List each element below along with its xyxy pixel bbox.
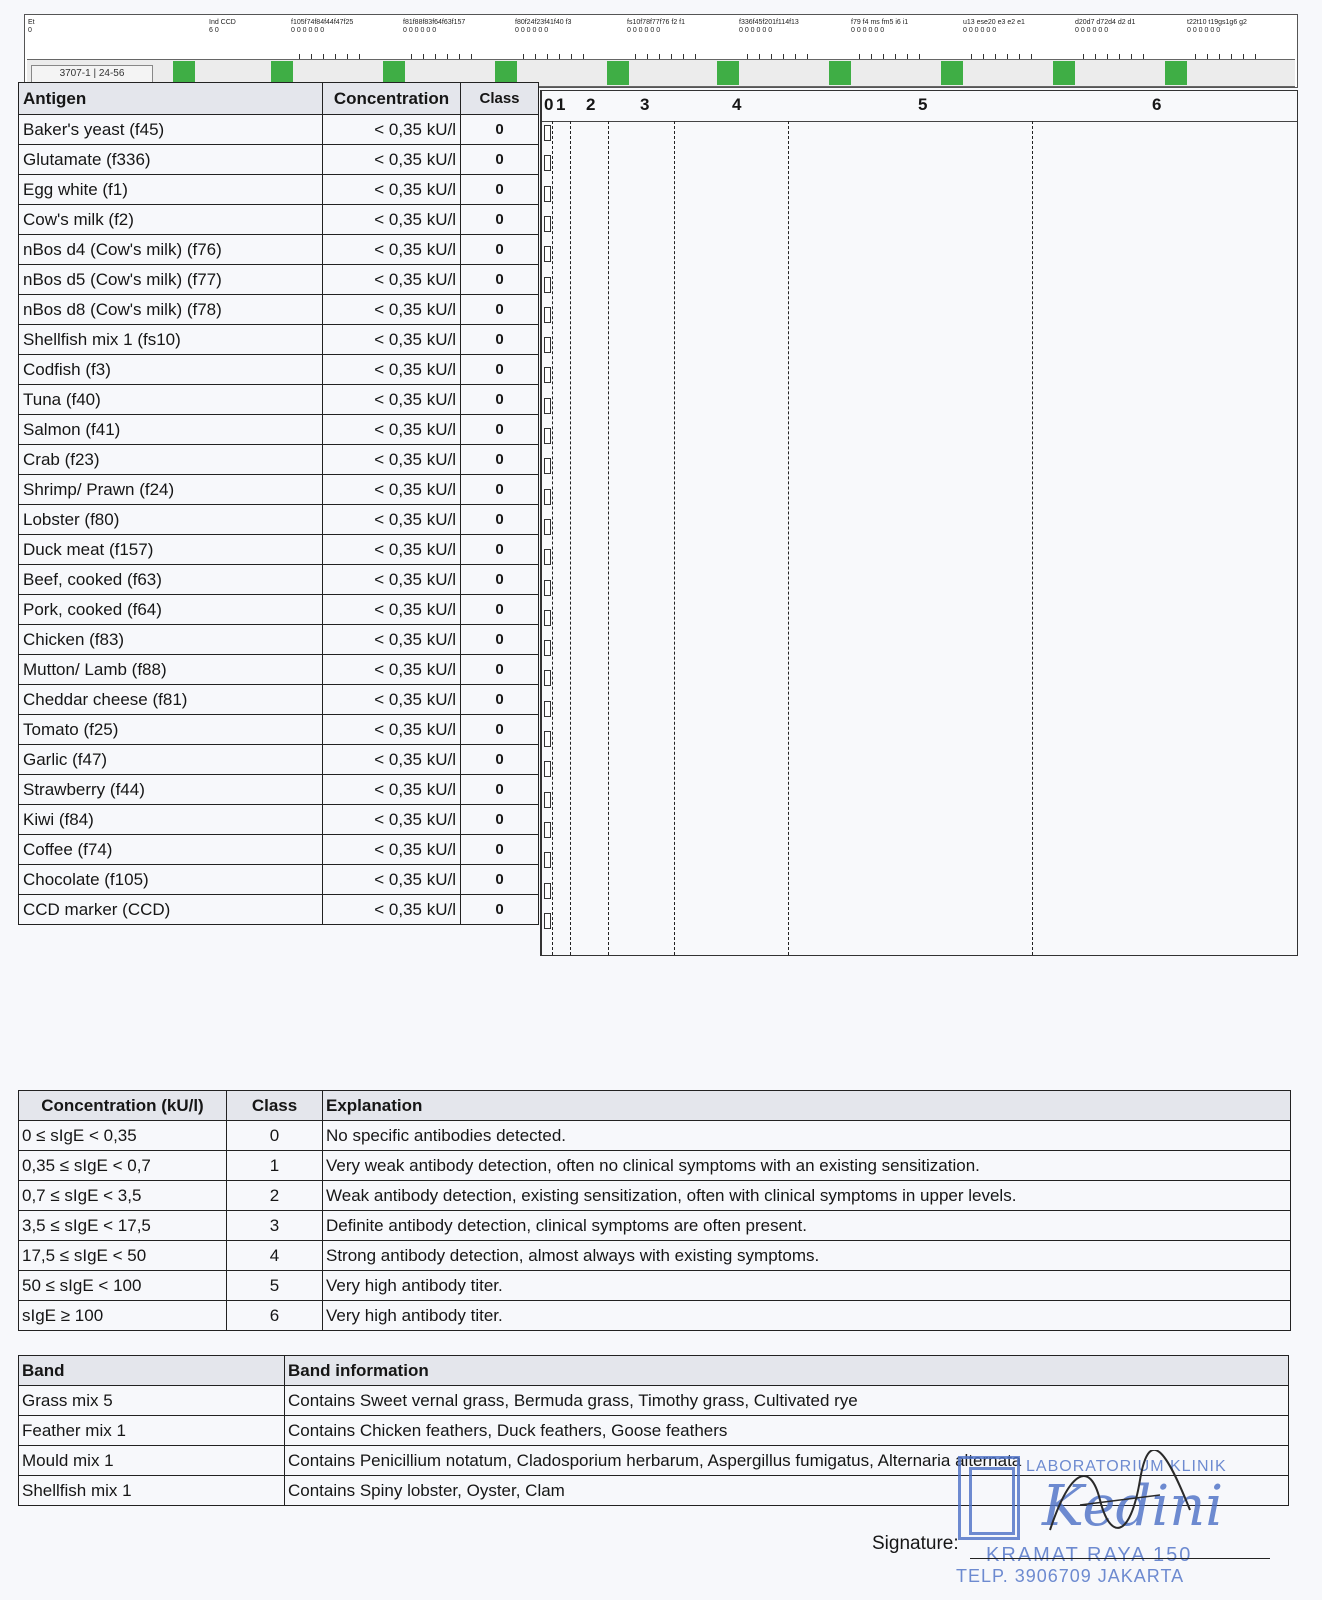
antigen-concentration: < 0,35 kU/l: [323, 895, 461, 925]
class-zero-marker: [544, 277, 551, 293]
strip-col-e-zero: 0: [28, 27, 32, 34]
class-zero-marker: [544, 155, 551, 171]
antigen-class: 0: [461, 445, 539, 475]
antigen-name: Egg white (f1): [19, 175, 323, 205]
class-zero-marker: [544, 458, 551, 474]
antigen-name: Cheddar cheese (f81): [19, 685, 323, 715]
strip-column-code: f80f24f23f41f40 f3: [515, 19, 572, 26]
result-row: [19, 865, 539, 895]
antigen-name: Duck meat (f157): [19, 535, 323, 565]
legend-class: 4: [227, 1241, 323, 1271]
strip-column-zeros: 0 0 0 0 0 0: [403, 27, 437, 34]
strip-column-zeros: 0 0 0 0 0 0: [291, 27, 325, 34]
legend-concentration: 0,35 ≤ sIgE < 0,7: [19, 1151, 227, 1181]
result-row: [19, 415, 539, 445]
antigen-name: Strawberry (f44): [19, 775, 323, 805]
class-scale-header: [542, 91, 1297, 122]
header-antigen: Antigen: [19, 83, 323, 115]
strip-col-e: [28, 19, 35, 35]
strip-column-code: f81f88f83f64f63f157: [403, 19, 466, 26]
result-row: [19, 445, 539, 475]
class-zero-marker: [544, 246, 551, 262]
result-row: [19, 895, 539, 925]
strip-green-marker: [829, 61, 851, 85]
antigen-concentration: < 0,35 kU/l: [323, 565, 461, 595]
result-row: [19, 655, 539, 685]
band-name: Feather mix 1: [19, 1416, 285, 1446]
bands-header-band: Band: [19, 1356, 285, 1386]
antigen-class: 0: [461, 295, 539, 325]
strip-green-marker: [607, 61, 629, 85]
strip-column: [627, 19, 685, 35]
antigen-concentration: < 0,35 kU/l: [323, 715, 461, 745]
antigen-concentration: < 0,35 kU/l: [323, 685, 461, 715]
antigen-concentration: < 0,35 kU/l: [323, 625, 461, 655]
class-zero-marker: [544, 852, 551, 868]
legend-class: 6: [227, 1301, 323, 1331]
class-zero-marker: [544, 337, 551, 353]
legend-header-explanation: Explanation: [323, 1091, 1291, 1121]
result-row: [19, 145, 539, 175]
result-row: [19, 325, 539, 355]
result-row: [19, 565, 539, 595]
result-row: [19, 685, 539, 715]
antigen-name: Chocolate (f105): [19, 865, 323, 895]
result-row: [19, 595, 539, 625]
strip-column: [851, 19, 908, 35]
strip-column-ticks: [1083, 49, 1155, 57]
antigen-class: 0: [461, 835, 539, 865]
legend-concentration: 0 ≤ sIgE < 0,35: [19, 1121, 227, 1151]
antigen-name: Pork, cooked (f64): [19, 595, 323, 625]
strip-green-marker: [717, 61, 739, 85]
antigen-concentration: < 0,35 kU/l: [323, 535, 461, 565]
strip-column-code: t22t10 t19gs1g6 g2: [1187, 19, 1247, 26]
antigen-concentration: < 0,35 kU/l: [323, 205, 461, 235]
strip-column-zeros: 0 0 0 0 0 0: [627, 27, 661, 34]
class-scale-divider: [788, 121, 789, 955]
class-scale-label: 5: [918, 95, 928, 114]
class-scale-label: 0: [544, 95, 554, 114]
result-row: [19, 745, 539, 775]
antigen-class: 0: [461, 205, 539, 235]
legend-header-concentration: Concentration (kU/l): [19, 1091, 227, 1121]
strip-column-code: f79 f4 ms fm5 i6 i1: [851, 19, 909, 26]
antigen-name: CCD marker (CCD): [19, 895, 323, 925]
class-zero-marker: [544, 489, 551, 505]
class-scale-label: 6: [1152, 95, 1162, 114]
result-row: [19, 715, 539, 745]
band-name: Mould mix 1: [19, 1446, 285, 1476]
class-zero-marker: [544, 731, 551, 747]
result-row: [19, 625, 539, 655]
strip-column: [291, 19, 353, 35]
antigen-name: Garlic (f47): [19, 745, 323, 775]
class-zero-marker: [544, 398, 551, 414]
result-row: [19, 175, 539, 205]
strip-column-ticks: [1195, 49, 1267, 57]
results-body: [19, 115, 539, 925]
antigen-class: 0: [461, 325, 539, 355]
class-scale-divider: [570, 121, 571, 955]
class-zero-marker: [544, 428, 551, 444]
legend-class: 3: [227, 1211, 323, 1241]
strip-column-ticks: [523, 49, 595, 57]
strip-green-marker: [1053, 61, 1075, 85]
stamp-phone: TELP. 3906709 JAKARTA: [956, 1566, 1185, 1586]
antigen-class: 0: [461, 535, 539, 565]
strip-column-ticks: [971, 49, 1043, 57]
legend-class: 2: [227, 1181, 323, 1211]
antigen-class: 0: [461, 235, 539, 265]
antigen-class: 0: [461, 775, 539, 805]
antigen-concentration: < 0,35 kU/l: [323, 145, 461, 175]
band-name: Grass mix 5: [19, 1386, 285, 1416]
antigen-class: 0: [461, 865, 539, 895]
class-scale-divider: [674, 121, 675, 955]
class-zero-marker: [544, 640, 551, 656]
class-zero-marker: [544, 883, 551, 899]
class-zero-marker: [544, 792, 551, 808]
antigen-class: 0: [461, 625, 539, 655]
legend-header-row: [19, 1091, 1291, 1121]
antigen-class: 0: [461, 565, 539, 595]
antigen-concentration: < 0,35 kU/l: [323, 385, 461, 415]
class-scale-label: 3: [640, 95, 650, 114]
strip-column-code: fs10f78f77f76 f2 f1: [627, 19, 685, 26]
class-zero-marker: [544, 701, 551, 717]
legend-explanation: Weak antibody detection, existing sensitization, often with clinical symptoms in upper levels.: [323, 1181, 1291, 1211]
legend-explanation: Definite antibody detection, clinical symptoms are often present.: [323, 1211, 1291, 1241]
strip-column-zeros: 0 0 0 0 0 0: [963, 27, 997, 34]
legend-header-class: Class: [227, 1091, 323, 1121]
antigen-concentration: < 0,35 kU/l: [323, 595, 461, 625]
legend-concentration: 0,7 ≤ sIgE < 3,5: [19, 1181, 227, 1211]
antigen-name: Baker's yeast (f45): [19, 115, 323, 145]
legend-row: [19, 1151, 1291, 1181]
class-scale-divider: [608, 121, 609, 955]
class-zero-marker: [544, 610, 551, 626]
legend-explanation: Very weak antibody detection, often no clinical symptoms with an existing sensitization.: [323, 1151, 1291, 1181]
class-zero-marker: [544, 822, 551, 838]
strip-column-ticks: [299, 49, 371, 57]
band-row: [19, 1416, 1289, 1446]
antigen-name: Tuna (f40): [19, 385, 323, 415]
antigen-concentration: < 0,35 kU/l: [323, 415, 461, 445]
band-info: Contains Sweet vernal grass, Bermuda grass, Timothy grass, Cultivated rye: [285, 1386, 1289, 1416]
result-row: [19, 235, 539, 265]
antigen-name: nBos d8 (Cow's milk) (f78): [19, 295, 323, 325]
class-scale-divider: [1032, 121, 1033, 955]
bands-header-row: [19, 1356, 1289, 1386]
antigen-class: 0: [461, 715, 539, 745]
class-zero-marker: [544, 125, 551, 141]
band-info: Contains Penicillium notatum, Cladosporium herbarum, Aspergillus fumigatus, Alternaria alternata: [285, 1446, 1289, 1476]
band-info: Contains Spiny lobster, Oyster, Clam: [285, 1476, 1289, 1506]
allergen-strip: [24, 14, 1298, 88]
signature-line: [970, 1558, 1270, 1559]
result-row: [19, 835, 539, 865]
antigen-name: Crab (f23): [19, 445, 323, 475]
class-zero-marker: [544, 519, 551, 535]
antigen-name: Kiwi (f84): [19, 805, 323, 835]
antigen-class: 0: [461, 265, 539, 295]
legend-row: [19, 1211, 1291, 1241]
antigen-class: 0: [461, 175, 539, 205]
legend-row: [19, 1271, 1291, 1301]
result-row: [19, 265, 539, 295]
antigen-concentration: < 0,35 kU/l: [323, 805, 461, 835]
strip-column-code: f105f74f84f44f47f25: [291, 19, 354, 26]
antigen-class: 0: [461, 805, 539, 835]
header-class: Class: [461, 83, 539, 115]
strip-column-code: f336f45f201f114f13: [739, 19, 799, 26]
antigen-name: Beef, cooked (f63): [19, 565, 323, 595]
result-row: [19, 115, 539, 145]
legend-row: [19, 1121, 1291, 1151]
antigen-class: 0: [461, 745, 539, 775]
legend-explanation: Very high antibody titer.: [323, 1301, 1291, 1331]
lab-logo-icon: [958, 1456, 1020, 1540]
class-zero-marker: [544, 307, 551, 323]
antigen-concentration: < 0,35 kU/l: [323, 835, 461, 865]
legend-concentration: 3,5 ≤ sIgE < 17,5: [19, 1211, 227, 1241]
antigen-name: Tomato (f25): [19, 715, 323, 745]
class-scale-label: 4: [732, 95, 742, 114]
class-zero-marker: [544, 186, 551, 202]
results-header-row: [19, 83, 539, 115]
legend-explanation: Very high antibody titer.: [323, 1271, 1291, 1301]
result-row: [19, 805, 539, 835]
strip-column-zeros: 0 0 0 0 0 0: [851, 27, 885, 34]
strip-col-ccd-label: Ind CCD: [209, 19, 236, 26]
strip-green-marker: [1165, 61, 1187, 85]
strip-col-ccd-nums: 6 0: [209, 27, 219, 34]
antigen-class: 0: [461, 385, 539, 415]
strip-col-e-label: Et: [28, 19, 35, 26]
antigen-concentration: < 0,35 kU/l: [323, 325, 461, 355]
class-zero-marker: [544, 549, 551, 565]
antigen-class: 0: [461, 595, 539, 625]
legend-concentration: sIgE ≥ 100: [19, 1301, 227, 1331]
antigen-name: Coffee (f74): [19, 835, 323, 865]
stamp-clinic-name: Kedini: [1042, 1474, 1224, 1539]
antigen-name: Mutton/ Lamb (f88): [19, 655, 323, 685]
antigen-class: 0: [461, 685, 539, 715]
antigen-concentration: < 0,35 kU/l: [323, 295, 461, 325]
band-row: [19, 1386, 1289, 1416]
antigen-name: Glutamate (f336): [19, 145, 323, 175]
antigen-class: 0: [461, 355, 539, 385]
legend-class: 0: [227, 1121, 323, 1151]
antigen-class: 0: [461, 655, 539, 685]
class-zero-marker: [544, 670, 551, 686]
antigen-name: nBos d5 (Cow's milk) (f77): [19, 265, 323, 295]
result-row: [19, 775, 539, 805]
result-row: [19, 505, 539, 535]
antigen-concentration: < 0,35 kU/l: [323, 775, 461, 805]
antigen-class: 0: [461, 505, 539, 535]
antigen-concentration: < 0,35 kU/l: [323, 475, 461, 505]
strip-green-marker: [941, 61, 963, 85]
strip-column: [1187, 19, 1247, 35]
strip-column-zeros: 0 0 0 0 0 0: [1075, 27, 1109, 34]
legend-body: [19, 1121, 1291, 1331]
strip-column-zeros: 0 0 0 0 0 0: [739, 27, 773, 34]
class-scale-label: 2: [586, 95, 596, 114]
legend-class: 1: [227, 1151, 323, 1181]
strip-column: [739, 19, 799, 35]
stamp-address: KRAMAT RAYA 150: [986, 1544, 1193, 1566]
antigen-name: Lobster (f80): [19, 505, 323, 535]
strip-column: [403, 19, 465, 35]
strip-column-ticks: [747, 49, 819, 57]
antigen-name: Cow's milk (f2): [19, 205, 323, 235]
antigen-class: 0: [461, 115, 539, 145]
class-zero-marker: [544, 216, 551, 232]
antigen-name: Chicken (f83): [19, 625, 323, 655]
class-scale-label: 1: [556, 95, 566, 114]
legend-row: [19, 1241, 1291, 1271]
antigen-concentration: < 0,35 kU/l: [323, 235, 461, 265]
antigen-concentration: < 0,35 kU/l: [323, 505, 461, 535]
strip-column-zeros: 0 0 0 0 0 0: [515, 27, 549, 34]
strip-column-code: u13 ese20 e3 e2 e1: [963, 19, 1025, 26]
strip-column: [963, 19, 1025, 35]
antigen-concentration: < 0,35 kU/l: [323, 355, 461, 385]
legend-concentration: 17,5 ≤ sIgE < 50: [19, 1241, 227, 1271]
header-concentration: Concentration: [323, 83, 461, 115]
antigen-class: 0: [461, 415, 539, 445]
bands-header-info: Band information: [285, 1356, 1289, 1386]
handwritten-signature: [1040, 1450, 1200, 1550]
antigen-name: Codfish (f3): [19, 355, 323, 385]
antigen-class: 0: [461, 475, 539, 505]
result-row: [19, 355, 539, 385]
result-row: [19, 385, 539, 415]
antigen-concentration: < 0,35 kU/l: [323, 265, 461, 295]
antigen-class: 0: [461, 145, 539, 175]
band-info: Contains Chicken feathers, Duck feathers, Goose feathers: [285, 1416, 1289, 1446]
strip-col-ccd: [209, 19, 236, 35]
legend-explanation: No specific antibodies detected.: [323, 1121, 1291, 1151]
stamp-lab-name: LABORATORIUM KLINIK: [1026, 1458, 1227, 1475]
legend-explanation: Strong antibody detection, almost always with existing symptoms.: [323, 1241, 1291, 1271]
class-legend-table: [18, 1090, 1291, 1331]
signature-label: Signature:: [872, 1533, 959, 1554]
class-zero-marker: [544, 580, 551, 596]
antigen-name: nBos d4 (Cow's milk) (f76): [19, 235, 323, 265]
strip-column-zeros: 0 0 0 0 0 0: [1187, 27, 1221, 34]
strip-column-code: d20d7 d72d4 d2 d1: [1075, 19, 1136, 26]
antigen-class: 0: [461, 895, 539, 925]
antigen-concentration: < 0,35 kU/l: [323, 745, 461, 775]
legend-row: [19, 1301, 1291, 1331]
strip-id-label: 3707-1 | 24-56: [31, 65, 153, 83]
class-zero-marker: [544, 367, 551, 383]
legend-row: [19, 1181, 1291, 1211]
class-scale-divider: [552, 121, 553, 955]
band-name: Shellfish mix 1: [19, 1476, 285, 1506]
legend-class: 5: [227, 1271, 323, 1301]
antigen-name: Salmon (f41): [19, 415, 323, 445]
legend-concentration: 50 ≤ sIgE < 100: [19, 1271, 227, 1301]
strip-column-ticks: [859, 49, 931, 57]
antigen-name: Shellfish mix 1 (fs10): [19, 325, 323, 355]
antigen-name: Shrimp/ Prawn (f24): [19, 475, 323, 505]
antigen-concentration: < 0,35 kU/l: [323, 865, 461, 895]
strip-column-ticks: [411, 49, 483, 57]
antigen-concentration: < 0,35 kU/l: [323, 175, 461, 205]
strip-column-ticks: [635, 49, 707, 57]
class-scale-panel: [540, 90, 1298, 956]
strip-column: [1075, 19, 1135, 35]
antigen-concentration: < 0,35 kU/l: [323, 445, 461, 475]
result-row: [19, 205, 539, 235]
class-zero-marker: [544, 913, 551, 929]
result-row: [19, 295, 539, 325]
antigen-concentration: < 0,35 kU/l: [323, 115, 461, 145]
antigen-concentration: < 0,35 kU/l: [323, 655, 461, 685]
class-zero-marker: [544, 761, 551, 777]
results-table: [18, 82, 539, 925]
result-row: [19, 475, 539, 505]
strip-column: [515, 19, 571, 35]
result-row: [19, 535, 539, 565]
